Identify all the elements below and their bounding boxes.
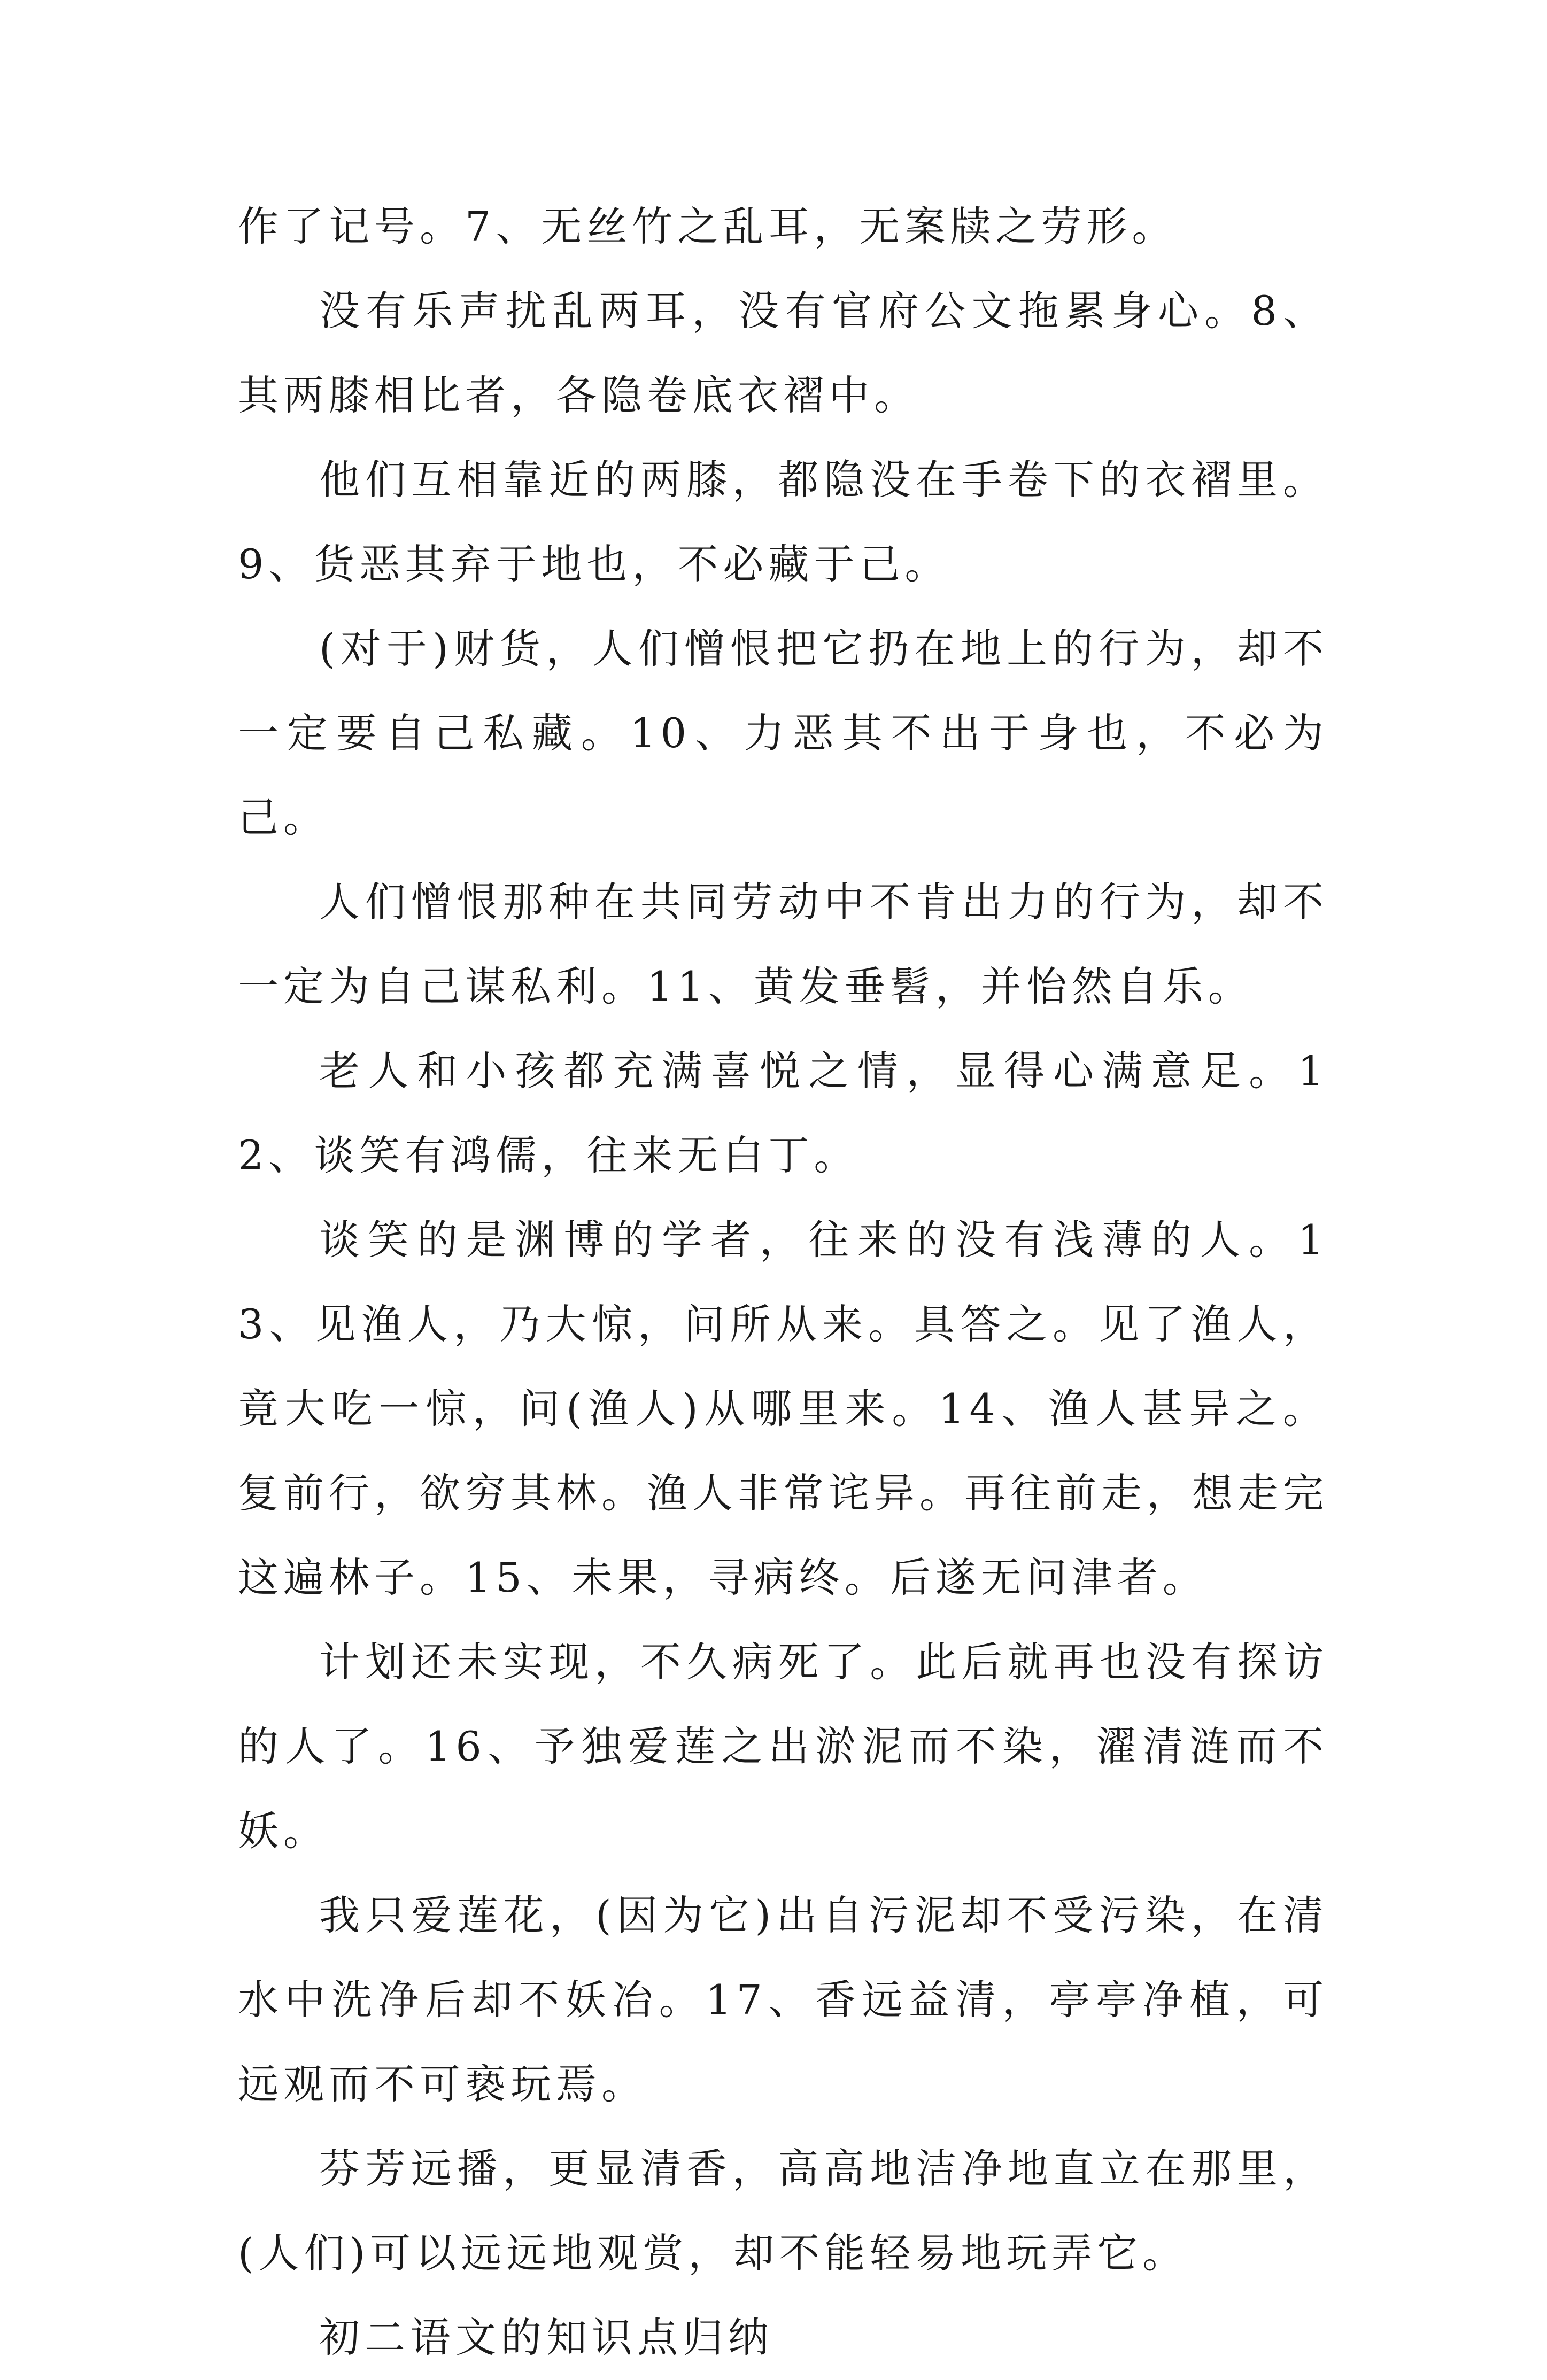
section-heading: 初二语文的知识点归纳	[319, 2314, 774, 2361]
paragraph-continuation: 作了记号。7、无丝竹之乱耳，无案牍之劳形。	[238, 203, 1178, 250]
paragraph: 老人和小孩都充满喜悦之情，显得心满意足。12、谈笑有鸿儒，往来无白丁。	[238, 1047, 1328, 1179]
paragraph: 他们互相靠近的两膝，都隐没在手卷下的衣褶里。9、货恶其弃于地也，不必藏于己。	[238, 456, 1328, 588]
paragraph: 计划还未实现，不久病死了。此后就再也没有探访的人了。16、予独爱莲之出淤泥而不染，濯清涟而不妖。	[238, 1638, 1328, 1855]
paragraph: (对于)财货，人们憎恨把它扔在地上的行为，却不一定要自己私藏。10、力恶其不出于身也，不必为己。	[238, 625, 1328, 841]
document-body	[238, 184, 1328, 2380]
paragraph: 谈笑的是渊博的学者，往来的没有浅薄的人。13、见渔人，乃大惊，问所从来。具答之。见了渔人，竟大吃一惊，问(渔人)从哪里来。14、渔人甚异之。复前行，欲穷其林。渔人非常诧异。再往前走，想走完这遍林子。15、未果，寻病终。后遂无问津者。	[238, 1216, 1328, 1601]
paragraph: 没有乐声扰乱两耳，没有官府公文拖累身心。8、其两膝相比者，各隐卷底衣褶中。	[238, 287, 1328, 419]
paragraph: 芬芳远播，更显清香，高高地洁净地直立在那里，(人们)可以远远地观赏，却不能轻易地玩弄它。	[238, 2145, 1328, 2277]
paragraph: 我只爱莲花，(因为它)出自污泥却不受污染，在清水中洗净后却不妖冶。17、香远益清，亭亭净植，可远观而不可亵玩焉。	[238, 1891, 1328, 2108]
paragraph: 人们憎恨那种在共同劳动中不肯出力的行为，却不一定为自己谋私利。11、黄发垂髫，并怡然自乐。	[238, 878, 1328, 1010]
